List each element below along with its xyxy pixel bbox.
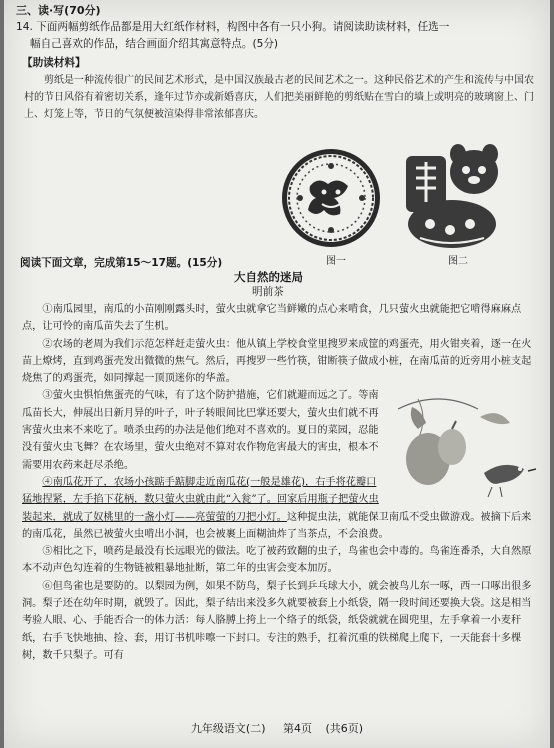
caption-figure-1: 图一 [326, 256, 346, 267]
dog-papercut-icon [400, 144, 504, 252]
question-14-line1: 14. 下面两幅剪纸作品都是用大红纸作材料，构图中各有一只小狗。请阅读助读材料，任选一 [16, 21, 450, 33]
footer-course: 九年级语文(二) [190, 722, 266, 735]
paragraph-3: ③萤火虫惧怕焦蛋壳的气味，有了这个防护措施，它们就避而远之了。等南瓜苗长大，伸展出日新月异的叶子，叶子转眼间比巴掌还要大，萤火虫们就不再害萤火虫来不来吃了。喷杀虫药的办法是他们绝对不喜欢的。夏日的菜园，忍能没有萤火虫飞舞？在农场里，萤火虫绝对不算对农作物危害最大的害虫，根本不需要用农药来赶尽杀绝。 [22, 390, 379, 471]
question-14-line2: 幅自己喜欢的作品，结合画面介绍其寓意特点。(5分) [30, 38, 279, 50]
section-header: 三、读·写(70分) [16, 4, 101, 17]
article-author: 明前茶 [252, 286, 284, 298]
gourd-bird-icon [388, 389, 538, 507]
article-title: 大自然的迷局 [234, 270, 303, 284]
caption-figure-2: 图二 [448, 256, 468, 267]
paragraph-4-underlined-a: ④南瓜花开了，农场小孩踮手踮脚走近南瓜花(一般是雄花)，右手将花瓣口猛地捏紧，左手掐下花柄，数只萤火虫就由此“入瓮”了。 [22, 476, 377, 506]
paragraph-5: ⑤相比之下，喷药是最没有长远眼光的做法。吃了被药致翻的虫子，鸟雀也会中毒的。鸟雀连番杀，大自然原本不动声色勾连着的生物链被粗暴地扯断，第二年的虫害会变本加厉。 [22, 546, 532, 575]
material-label: 【助读材料】 [22, 57, 86, 69]
paragraph-1: ①南瓜园里，南瓜的小苗刚刚露头时，萤火虫就拿它当鲜嫩的点心来啃食，几只萤火虫就能把它啃得麻麻点点，让可怜的南瓜苗失去了生机。 [22, 304, 522, 333]
material-text [24, 72, 534, 123]
gourd-bird-illustration [388, 389, 538, 507]
paragraph-4-rest: 这种捉虫法，就能保卫南瓜不受虫做游戏。被摘下后来的南瓜花，虽然已被萤火虫啃出小洞，也会被裹上面糊油炸了当茶点，不会浪费。 [22, 511, 532, 540]
page-footer [4, 720, 550, 736]
article-body [22, 301, 538, 664]
round-papercut-icon [280, 146, 382, 250]
paragraph-4-underlined-b: 回家后用瓶子把萤火虫装起来，就成了奴桃里的一盏小灯——亮萤萤的刀把小灯。 [22, 494, 379, 523]
exam-page [4, 0, 550, 748]
reading-instruction: 阅读下面文章，完成第15～17题。(15分) [20, 257, 223, 269]
papercut-figure-1 [280, 146, 382, 250]
material-paragraph: 剪纸是一种流传很广的民间艺术形式，是中国汉族最古老的民间艺术之一。这种民俗艺术的产生和流传与中国农村的节日风俗有着密切关系，逢年过节亦或新婚喜庆，人们把美丽鲜艳的剪纸贴在雪白的墙上或明亮的玻璃窗上、门上、灯笼上等，节日的气氛便被渲染得非常浓郁喜庆。 [24, 75, 534, 120]
paragraph-6: ⑥但鸟雀也是要防的。以梨园为例，如果不防鸟，梨子长到乒乓球大小，就会被鸟儿东一啄，西一口啄出很多洞。梨子还在幼年时期，就毁了。因此，梨子结出来没多久就要被套上小纸袋，隔一段时间还要换大袋。这是相当考验人眼、心、手能否合一的体力活：每人胳膊上挎上一个络子的纸袋，纸袋就就在圆兜里，左手拿着一小麦秆纸，右手飞快地抽、捡、套，用订书机咔嚓一下封口。专注的熟手，扛着沉重的铁梯爬上爬下，一天能套十多棵树，数千只梨子。可有 [22, 580, 532, 661]
footer-total: (共6页) [325, 722, 364, 735]
papercut-figure-2 [400, 144, 504, 252]
footer-page: 第4页 [283, 722, 312, 735]
paragraph-2: ②农场的老周为我们示范怎样赶走萤火虫：他从镇上学校食堂里搜罗来成筐的鸡蛋壳，用火钳夹着，逐一在火苗上燎烤，直到鸡蛋壳发出微微的焦气。然后，再搜罗一些竹筷，钳断筷子做成小桩，在南瓜苗的近旁用小桩支起烧焦了的鸡蛋壳，如同撑起一顶顶迷你的华盖。 [22, 338, 532, 385]
